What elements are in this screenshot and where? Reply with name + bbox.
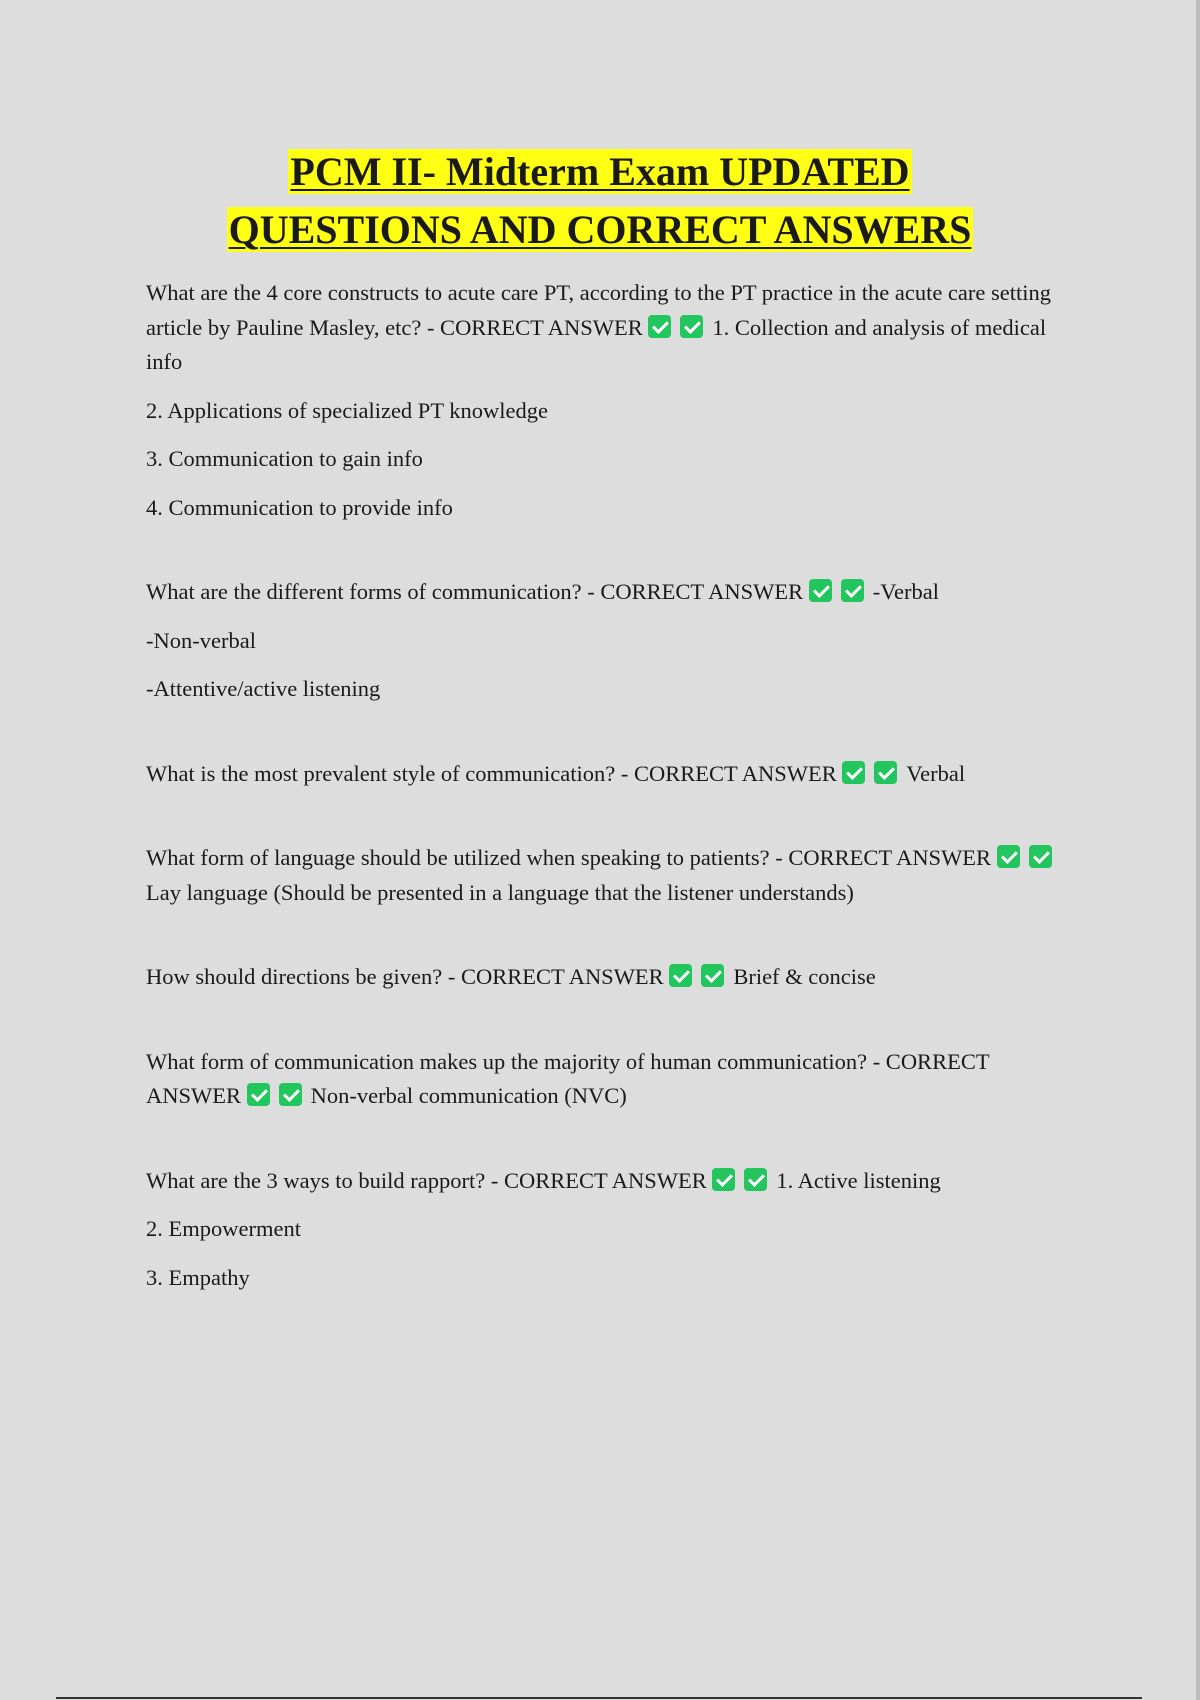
qa-question-line [146,841,1066,910]
answer-line: -Non-verbal [146,627,256,653]
question-text: What form of language should be utilized when speaking to patients? [146,845,770,870]
qa-question-line [146,960,1066,995]
check-icon [279,1083,302,1106]
answer-marker: - CORRECT ANSWER [490,1167,707,1193]
question-text: What form of communication makes up the majority of human communication? [146,1048,868,1074]
qa-item [146,1164,1066,1296]
qa-question-line [146,757,1066,792]
answer-line: 2. Applications of specialized PT knowledge [146,397,549,423]
qa-item [146,276,1066,525]
answer-marker: - CORRECT ANSWER [426,314,643,340]
answer-marker: - CORRECT ANSWER [620,760,837,786]
check-icon [669,964,692,987]
check-icon [841,579,864,602]
qa-item [146,575,1066,707]
answer-text: Lay language (Should be presented in a language that the listener understands) [146,879,854,905]
question-text: What is the most prevalent style of communication? [146,760,616,786]
check-icon [744,1168,767,1191]
check-icon [712,1168,735,1191]
qa-item [146,960,1066,995]
check-icon [809,579,832,602]
qa-question-line [146,575,1066,610]
check-icon [1029,845,1052,868]
footer-rule [56,1697,1142,1699]
check-icon [997,845,1020,868]
question-text: How should directions be given? [146,964,443,989]
answer-text: Brief & concise [733,964,876,989]
answer-marker: - CORRECT ANSWER [447,964,664,989]
qa-item [146,841,1066,910]
answer-marker: - CORRECT ANSWER [775,845,992,870]
qa-item [146,757,1066,792]
answer-text: 1. Active listening [776,1167,941,1193]
answer-line: 3. Communication to gain info [146,446,423,471]
question-text: What are the different forms of communication? [146,579,582,604]
answer-text: Verbal [906,760,966,786]
qa-question-line [146,276,1066,380]
check-icon [842,761,865,784]
answer-line: 2. Empowerment [146,1216,301,1241]
document-title [0,143,1200,259]
check-icon [247,1083,270,1106]
qa-list [146,276,1066,1345]
answer-line: 4. Communication to provide info [146,494,453,520]
answer-text: 1. Collection and analysis of medical info [146,314,1047,374]
question-text: What are the 4 core constructs to acute care PT, according to the PT practice in the acute care setting article by Pauline Masley, etc? [146,280,1052,340]
check-icon [701,964,724,987]
answer-text: -Verbal [872,579,939,604]
qa-question-line [146,1164,1066,1199]
check-icon [648,315,671,338]
answer-text: Non-verbal communication (NVC) [310,1083,627,1108]
question-text: What are the 3 ways to build rapport? [146,1167,486,1193]
title-line-1: PCM II- Midterm Exam UPDATED [290,149,910,194]
answer-line: 3. Empathy [146,1264,250,1290]
check-icon [874,761,897,784]
qa-question-line [146,1045,1066,1114]
title-line-2: QUESTIONS AND CORRECT ANSWERS [228,207,972,252]
qa-item [146,1045,1066,1114]
answer-line: -Attentive/active listening [146,676,381,701]
answer-marker: - CORRECT ANSWER [587,579,804,604]
check-icon [680,315,703,338]
answer-marker: - CORRECT ANSWER [146,1048,990,1108]
